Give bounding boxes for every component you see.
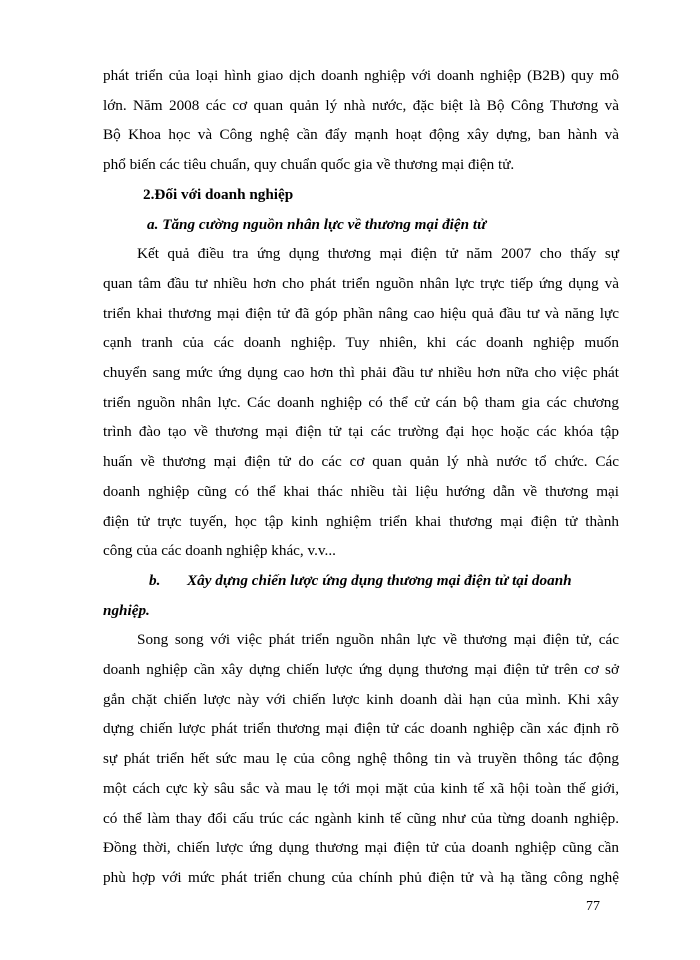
paragraph-line: sự phát triển hết sức mau lẹ của công nghệ thông tin và truyền thông tác động	[103, 750, 619, 768]
subsection-heading-b-text: Xây dựng chiến lược ứng dụng thương mại điện tử tại doanh	[187, 571, 572, 589]
paragraph-line: triển nguồn nhân lực. Các doanh nghiệp có thể cử cán bộ tham gia các chương	[103, 393, 619, 411]
paragraph-line: trình đào tạo về thương mại điện tử tại các trường đại học hoặc các khóa tập	[103, 423, 619, 441]
paragraph-line: có thể làm thay đổi cấu trúc các ngành kinh tế cũng như của từng doanh nghiệp.	[103, 809, 619, 827]
paragraph-line: triển khai thương mại điện tử đã góp phần nâng cao hiệu quả đầu tư và năng lực	[103, 304, 619, 322]
paragraph-line: Song song với việc phát triển nguồn nhân lực về thương mại điện tử, các	[137, 631, 619, 649]
subsection-heading-b-continued: nghiệp.	[103, 601, 150, 619]
paragraph-line: điện tử trực tuyến, học tập kinh nghiệm triển khai thương mại điện tử thành	[103, 512, 619, 530]
paragraph-line: lớn. Năm 2008 các cơ quan quản lý nhà nước, đặc biệt là Bộ Công Thương và	[103, 96, 619, 114]
paragraph-line: gắn chặt chiến lược này với chiến lược kinh doanh dài hạn của mình. Khi xây	[103, 690, 619, 708]
paragraph-line: phù hợp với mức phát triển chung của chính phủ điện tử và hạ tầng công nghệ	[103, 868, 619, 886]
paragraph-line: doanh nghiệp cần xây dựng chiến lược ứng dụng thương mại điện tử trên cơ sở	[103, 661, 619, 679]
paragraph-line: công của các doanh nghiệp khác, v.v...	[103, 542, 336, 560]
paragraph-line: Kết quả điều tra ứng dụng thương mại điện tử năm 2007 cho thấy sự	[137, 245, 619, 263]
paragraph-line: huấn về thương mại điện tử do các cơ quan quản lý nhà nước tổ chức. Các	[103, 453, 619, 471]
subsection-heading-a: a. Tăng cường nguồn nhân lực về thương mại điện tử	[147, 215, 487, 233]
subsection-heading-b	[103, 566, 619, 596]
page-number: 77	[586, 899, 600, 914]
paragraph-line: Bộ Khoa học và Công nghệ cần đẩy mạnh hoạt động xây dựng, ban hành và	[103, 126, 619, 144]
paragraph-line: một cách cực kỳ sâu sắc và mau lẹ tới mọi mặt của kinh tế xã hội toàn thế giới,	[103, 779, 619, 797]
paragraph-line: cạnh tranh của các doanh nghiệp. Tuy nhiên, khi các doanh nghiệp muốn	[103, 334, 619, 352]
subsection-heading-b-label: b.	[149, 571, 161, 589]
paragraph-line: dựng chiến lược phát triển thương mại điện tử các doanh nghiệp cần xác định rõ	[103, 720, 619, 738]
paragraph-line: chuyển sang mức ứng dụng cao hơn thì phải đầu tư nhiều hơn nữa cho việc phát	[103, 364, 619, 382]
paragraph-line: phát triển của loại hình giao dịch doanh nghiệp với doanh nghiệp (B2B) quy mô	[103, 67, 619, 84]
paragraph-line: doanh nghiệp cũng có thể khai thác nhiều tài liệu hướng dẫn về thương mại	[103, 482, 619, 500]
section-heading: 2.Đối với doanh nghiệp	[143, 185, 294, 203]
paragraph-line: phổ biến các tiêu chuẩn, quy chuẩn quốc gia về thương mại điện tử.	[103, 156, 515, 174]
paragraph-line: quan tâm đầu tư nhiều hơn cho phát triển nguồn nhân lực trực tiếp ứng dụng và	[103, 274, 619, 292]
document-page	[103, 61, 619, 893]
paragraph-line: Đồng thời, chiến lược ứng dụng thương mại điện tử của doanh nghiệp cũng cần	[103, 839, 619, 857]
